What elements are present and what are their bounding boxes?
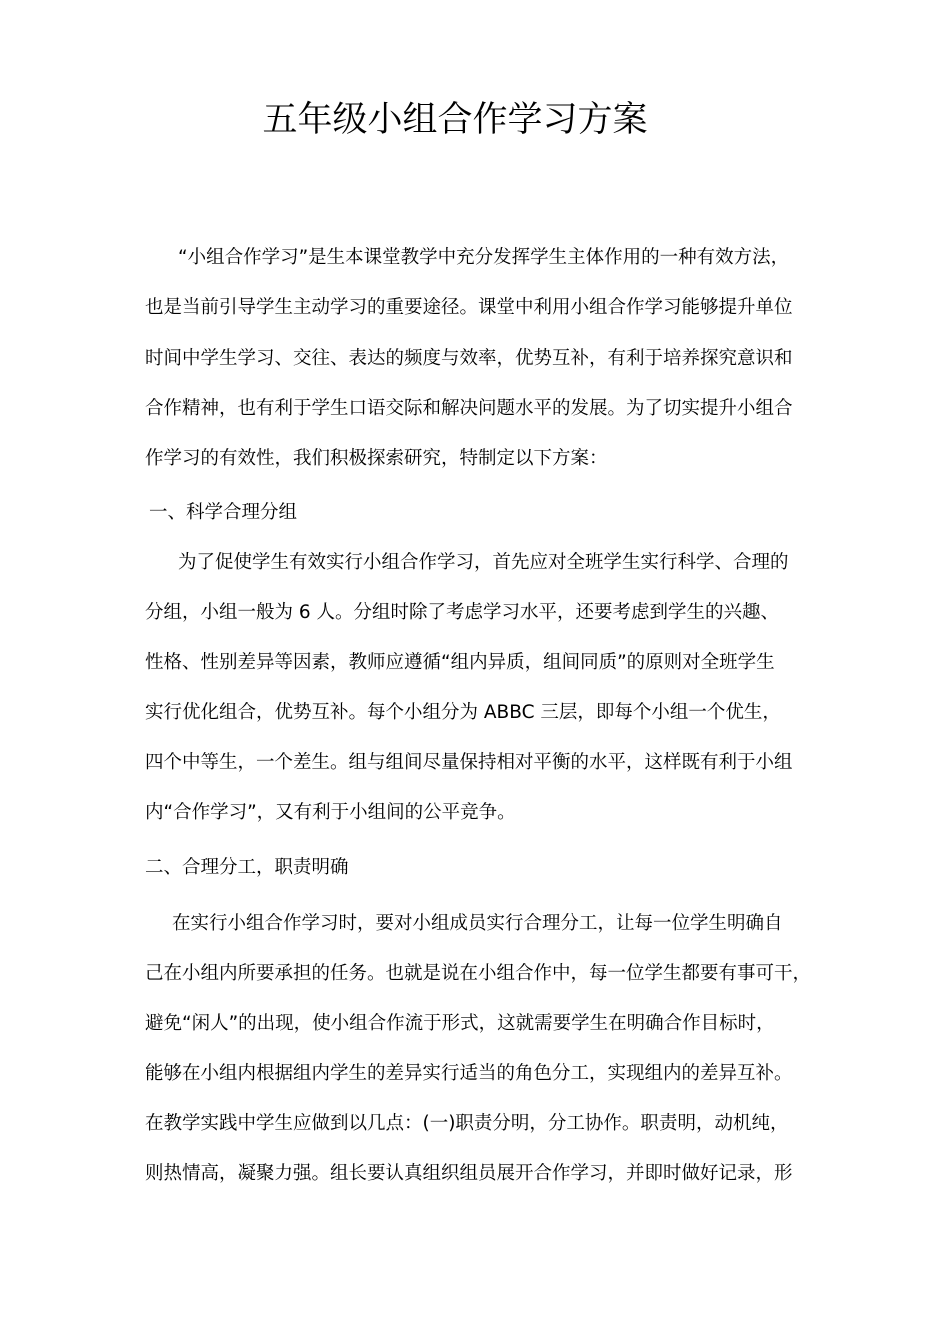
paragraph-line: 能够在小组内根据组内学生的差异实行适当的角色分工，实现组内的差异互补。 <box>145 1063 793 1084</box>
intro-line: 时间中学生学习、交往、表达的频度与效率，优势互补，有利于培养探究意识和 <box>145 348 793 369</box>
section-heading: 一、科学合理分组 <box>149 502 298 523</box>
paragraph-line: 性格、性别差异等因素，教师应遵循“组内异质，组间同质”的原则对全班学生 <box>145 652 775 673</box>
intro-line: 也是当前引导学生主动学习的重要途径。课堂中利用小组合作学习能够提升单位 <box>145 297 793 318</box>
paragraph-line: 分组，小组一般为 6 人。分组时除了考虑学习水平，还要考虑到学生的兴趣、 <box>145 602 780 623</box>
paragraph-line: 实行优化组合，优势互补。每个小组分为 ABBC 三层，即每个小组一个优生， <box>145 702 781 723</box>
paragraph-line: 则热情高，凝聚力强。组长要认真组织组员展开合作学习，并即时做好记录，形 <box>145 1163 793 1184</box>
intro-line: 合作精神，也有利于学生口语交际和解决问题水平的发展。为了切实提升小组合 <box>145 398 793 419</box>
paragraph-line: 避免“闲人”的出现，使小组合作流于形式，这就需要学生在明确合作目标时， <box>145 1013 775 1034</box>
paragraph-line: 四个中等生，一个差生。组与组间尽量保持相对平衡的水平，这样既有利于小组 <box>145 752 793 773</box>
paragraph-line: 在教学实践中学生应做到以几点：(一)职责分明，分工协作。职责明，动机纯， <box>145 1113 789 1134</box>
document-title: 五年级小组合作学习方案 <box>262 100 648 140</box>
intro-line: 作学习的有效性，我们积极探索研究，特制定以下方案： <box>145 448 608 469</box>
paragraph-line: 为了促使学生有效实行小组合作学习，首先应对全班学生实行科学、合理的 <box>178 552 789 573</box>
intro-line: “小组合作学习”是生本课堂教学中充分发挥学生主体作用的一种有效方法， <box>178 247 790 268</box>
paragraph-line: 己在小组内所要承担的任务。也就是说在小组合作中，每一位学生都要有事可干， <box>145 963 812 984</box>
paragraph-line: 内“合作学习”，又有利于小组间的公平竞争。 <box>145 802 516 823</box>
section-heading: 二、合理分工，职责明确 <box>145 857 349 878</box>
paragraph-line: 在实行小组合作学习时，要对小组成员实行合理分工，让每一位学生明确自 <box>172 913 783 934</box>
